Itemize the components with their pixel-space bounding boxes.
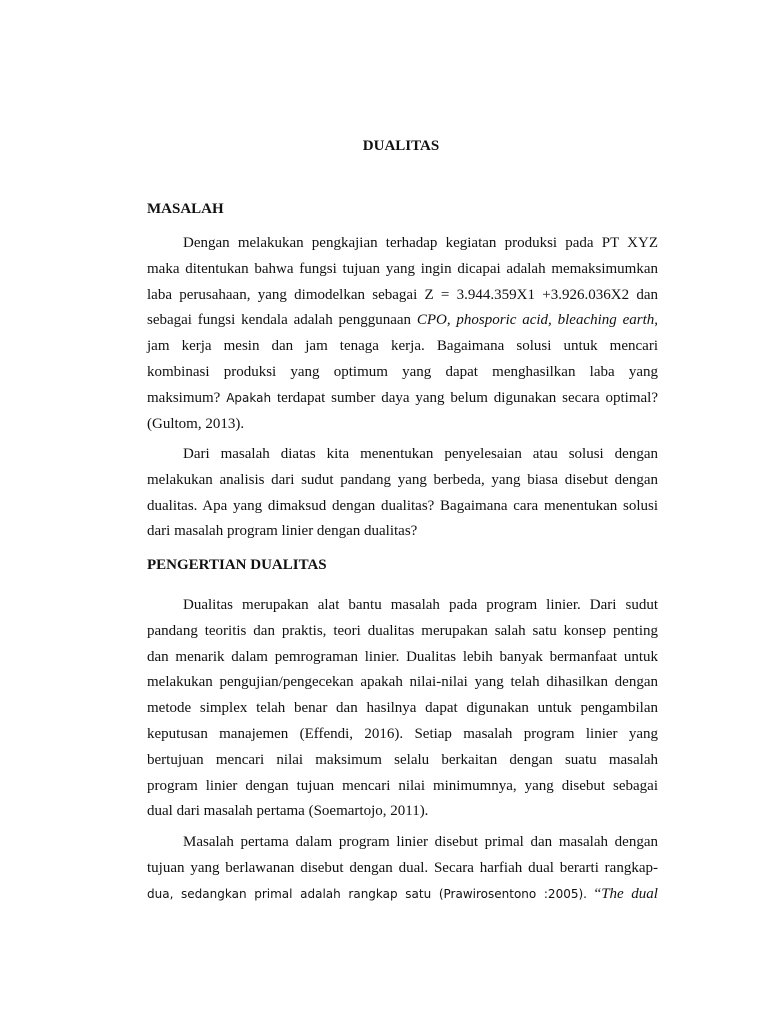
text-run: maksimum? <box>147 389 227 406</box>
paragraph-line: melakukan analisis dari sudut pandang yang berbeda, yang biasa disebut dengan <box>147 471 658 488</box>
paragraph-line: Dari masalah diatas kita menentukan penyelesaian atau solusi dengan <box>183 446 658 462</box>
paragraph-line: dari masalah program linier dengan dualitas? <box>147 523 418 540</box>
text-run: , <box>654 312 659 329</box>
paragraph-line <box>147 308 658 334</box>
section-heading-masalah: MASALAH <box>147 201 224 217</box>
paragraph-line: program linier dengan tujuan mencari nilai minimumnya, yang disebut sebagai <box>147 777 658 794</box>
paragraph-masalah-2 <box>147 442 658 545</box>
paragraph-line: jam kerja mesin dan jam tenaga kerja. Bagaimana solusi untuk mencari <box>147 338 658 355</box>
paragraph-pengertian-2 <box>147 830 658 907</box>
paragraph-line: pandang teoritis dan praktis, teori dualitas merupakan salah satu konsep penting <box>147 622 658 639</box>
document-title: DUALITAS <box>362 138 440 154</box>
paragraph-line <box>147 386 658 412</box>
paragraph-line: Masalah pertama dalam program linier disebut primal dan masalah dengan <box>183 834 658 850</box>
paragraph-line: Dualitas merupakan alat bantu masalah pada program linier. Dari sudut <box>183 597 658 613</box>
paragraph-pengertian-1 <box>147 593 658 825</box>
paragraph-line: laba perusahaan, yang dimodelkan sebagai Z = 3.944.359X1 +3.926.036X2 dan <box>147 286 658 303</box>
paragraph-line: dualitas. Apa yang dimaksud dengan dualitas? Bagaimana cara menentukan solusi <box>147 497 658 514</box>
paragraph-line: bertujuan mencari nilai maksimum selalu berkaitan dengan suatu masalah <box>147 751 658 768</box>
italic-quote: The dual <box>601 885 658 902</box>
paragraph-line: melakukan pengujian/pengecekan apakah nilai-nilai yang telah dihasilkan dengan <box>147 674 658 691</box>
paragraph-line: Dengan melakukan pengkajian terhadap kegiatan produksi pada PT XYZ <box>183 235 658 251</box>
text-run: “ <box>586 885 602 902</box>
paragraph-line: metode simplex telah benar dan hasilnya dapat digunakan untuk pengambilan <box>147 700 658 717</box>
paragraph-masalah-1 <box>147 231 658 437</box>
paragraph-line: keputusan manajemen (Effendi, 2016). Setiap masalah program linier yang <box>147 725 658 742</box>
paragraph-line: (Gultom, 2013). <box>147 415 245 432</box>
paragraph-line: tujuan yang berlawanan disebut dengan dual. Secara harfiah dual berarti rangkap- <box>147 859 658 876</box>
italic-terms: CPO, phosporic acid, bleaching earth <box>416 312 655 329</box>
paragraph-line <box>147 882 658 908</box>
sans-word: Apakah <box>226 390 272 405</box>
paragraph-line: dan menarik dalam pemrograman linier. Dualitas lebih banyak bermanfaat untuk <box>147 648 658 665</box>
paragraph-line: kombinasi produksi yang optimum yang dapat menghasilkan laba yang <box>147 363 658 380</box>
text-run: sebagai fungsi kendala adalah penggunaan <box>147 312 417 329</box>
paragraph-line: maka ditentukan bahwa fungsi tujuan yang ingin dicapai adalah memaksimumkan <box>147 260 658 277</box>
sans-citation: dua, sedangkan primal adalah rangkap satu (Prawirosentono :2005). <box>147 886 587 901</box>
paragraph-line: dual dari masalah pertama (Soemartojo, 2011). <box>147 803 429 820</box>
text-run: terdapat sumber daya yang belum digunakan secara optimal? <box>271 389 658 406</box>
section-heading-pengertian: PENGERTIAN DUALITAS <box>147 557 327 573</box>
